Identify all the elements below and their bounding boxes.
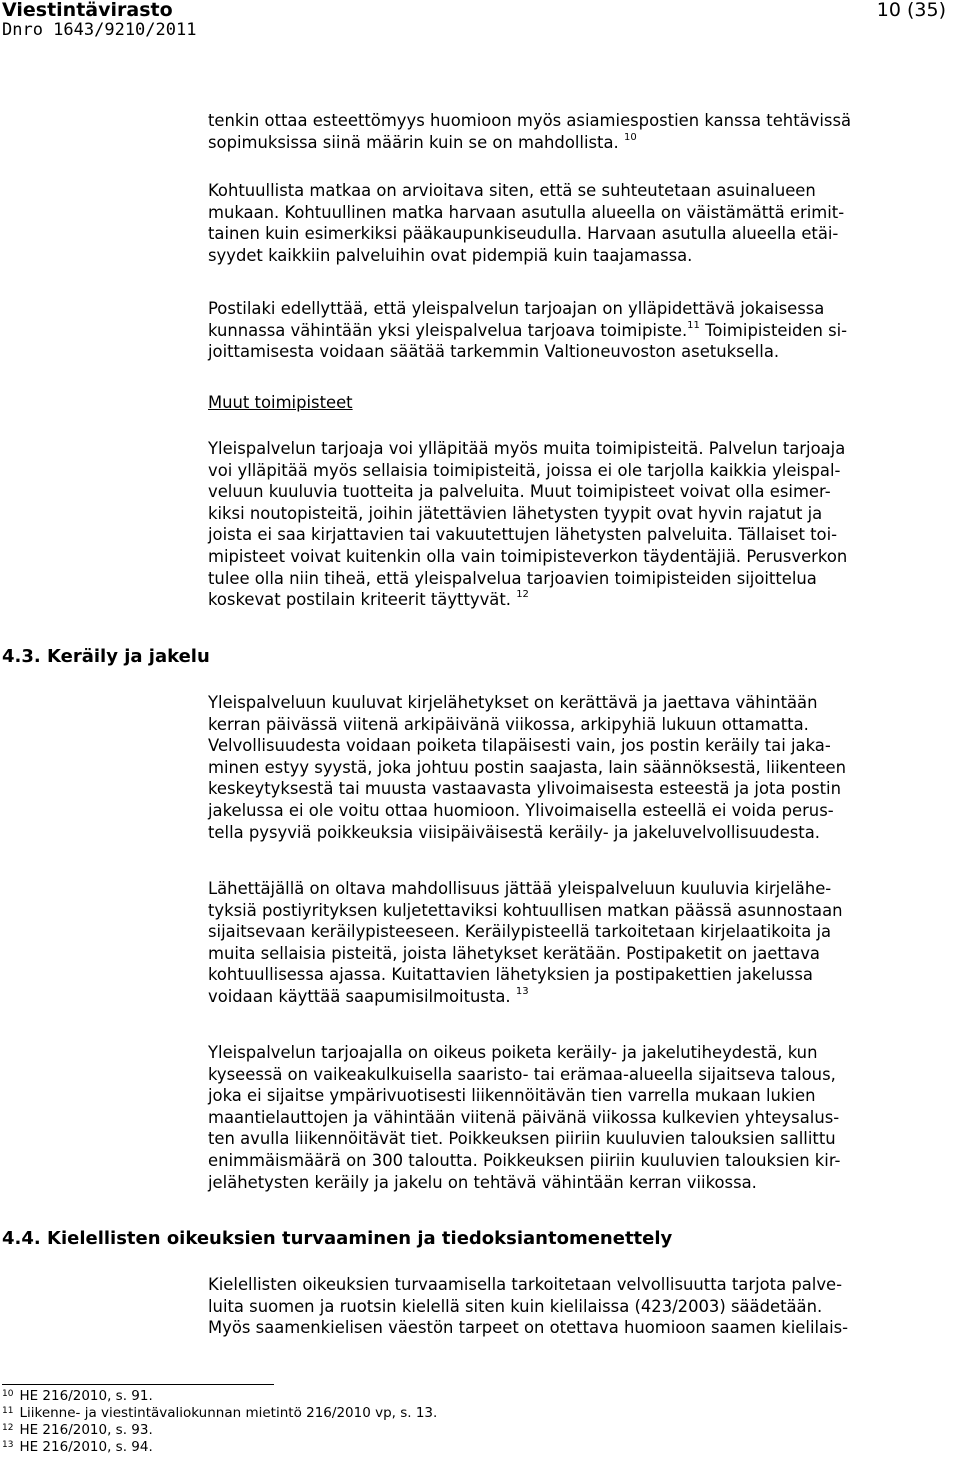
text-line: jelähetysten keräily ja jakelu on tehtävä vähintään kerran viikossa. <box>208 1172 757 1192</box>
text-line: kohtuullisessa ajassa. Kuitattavien lähetyksien ja postipakettien jakelussa <box>208 965 813 985</box>
footnote-item <box>2 1405 437 1422</box>
text-line: tyksiä postiyrityksen kuljetettaviksi kohtuullisen matkan päässä asunnostaan <box>208 900 843 920</box>
text-line: tulee olla niin tiheä, että yleispalvelua tarjoavien toimipisteiden sijoittelua <box>208 568 817 588</box>
text-line: Postilaki edellyttää, että yleispalvelun tarjoajan on ylläpidettävä jokaisessa <box>208 299 825 318</box>
text-line: voidaan käyttää saapumisilmoitusta. <box>208 986 511 1006</box>
text-line: veluun kuuluvia tuotteita ja palveluita. Muut toimipisteet voivat olla esimer- <box>208 482 831 502</box>
text-line: voi ylläpitää myös sellaisia toimipisteitä, joissa ei ole tarjolla kaikkia yleispal- <box>208 460 841 480</box>
text-line: muita sellaisia pisteitä, joista lähetykset kerätään. Postipaketit on jaettava <box>208 943 820 963</box>
text-line: enimmäismäärä on 300 taloutta. Poikkeuksen piiriin kuuluvien talouksien kir- <box>208 1150 841 1170</box>
text-line: kerran päivässä viitenä arkipäivänä viikossa, arkipyhiä lukuun ottamatta. <box>208 714 809 734</box>
subheading-other-offices: Muut toimipisteet <box>208 393 353 412</box>
text-line: syydet kaikkiin palveluihin ovat pidempiä kuin taajamassa. <box>208 245 693 265</box>
paragraph-reasonable-distance <box>208 180 960 266</box>
text-line: koskevat postilain kriteerit täyttyvät. <box>208 590 511 610</box>
paragraph-accessibility <box>208 110 960 153</box>
text-line: mipisteet voivat kuitenkin olla vain toimipisteverkon täydentäjiä. Perusverkon <box>208 546 848 566</box>
paragraph-linguistic-rights <box>208 1274 960 1339</box>
text-line: keskeytyksestä tai muusta vastaavasta ylivoimaisesta esteestä ja jota postin <box>208 779 841 799</box>
footnote-ref: 13 <box>515 985 529 997</box>
footnote-ref: 12 <box>516 589 529 601</box>
text-line: Myös saamenkielisen väestön tarpeet on otettava huomioon saamen kielilais- <box>208 1318 849 1338</box>
text-line: kyseessä on vaikeakulkuisella saaristo- tai erämaa-alueella sijaitseva talous, <box>208 1064 836 1084</box>
text-line: Yleispalvelun tarjoaja voi ylläpitää myös muita toimipisteitä. Palvelun tarjoaja <box>208 439 846 458</box>
footnote-number: 12 <box>2 1423 14 1433</box>
header-page-number: 10 (35) <box>876 0 946 21</box>
text-line: ten avulla liikennöitävät tiet. Poikkeuksen piiriin kuuluvien talouksien sallittu <box>208 1129 836 1149</box>
paragraph-exception-frequency <box>208 1042 960 1193</box>
footnote-text: HE 216/2010, s. 94. <box>19 1439 153 1455</box>
text-line: sijaitsevaan keräilypisteeseen. Keräilypisteellä tarkoitetaan kirjelaatikoita ja <box>208 922 832 942</box>
paragraph-postal-law <box>208 298 960 363</box>
section-heading-4-4: 4.4. Kielellisten oikeuksien turvaaminen ja tiedoksiantomenettely <box>2 1228 673 1249</box>
footnote-number: 10 <box>2 1389 14 1399</box>
text-line: Velvollisuudesta voidaan poiketa tilapäisesti vain, jos postin keräily tai jaka- <box>208 736 831 756</box>
text-line: mukaan. Kohtuullinen matka harvaan asutulla alueella on väistämättä erimit- <box>208 202 845 222</box>
text-line: sopimuksissa siinä määrin kuin se on mahdollista. <box>208 132 619 152</box>
footnote-number: 13 <box>2 1440 14 1450</box>
text-line: kunnassa vähintään yksi yleispalvelua tarjoava toimipiste. <box>208 320 688 340</box>
text-line: Kohtuullista matkaa on arvioitava siten, että se suhteutetaan asuinalueen <box>208 181 816 200</box>
text-line: joista ei saa kirjattavien tai vakuutettujen lähetysten palveluita. Tällaiset toi- <box>208 525 838 545</box>
text-line: minen estyy syystä, joka johtuu postin saajasta, lain säännöksestä, liikenteen <box>208 757 847 777</box>
text-line: luita suomen ja ruotsin kielellä siten kuin kielilaissa (423/2003) säädetään. <box>208 1296 823 1316</box>
footnote-divider <box>2 1384 274 1385</box>
paragraph-collection-delivery <box>208 692 960 843</box>
text-line: Yleispalveluun kuuluvat kirjelähetykset on kerättävä ja jaettava vähintään <box>208 693 818 712</box>
footnote-item <box>2 1422 153 1439</box>
header-organization: Viestintävirasto <box>2 0 173 21</box>
footnote-item <box>2 1388 153 1405</box>
footnote-number: 11 <box>2 1406 14 1416</box>
footnote-text: HE 216/2010, s. 93. <box>19 1422 153 1438</box>
text-line: Lähettäjällä on oltava mahdollisuus jättää yleispalveluun kuuluvia kirjelähe- <box>208 879 832 898</box>
text-line: tenkin ottaa esteettömyys huomioon myös asiamiespostien kanssa tehtävissä <box>208 111 852 130</box>
text-line: joka ei sijaitse ympärivuotisesti liikennöitävän tien varrella mukaan lukien <box>208 1086 816 1106</box>
text-line: Kielellisten oikeuksien turvaamisella tarkoitetaan velvollisuutta tarjota palve- <box>208 1275 843 1294</box>
text-line: tella pysyviä poikkeuksia viisipäiväisestä keräily- ja jakeluvelvollisuudesta. <box>208 822 820 842</box>
footnote-text: Liikenne- ja viestintävaliokunnan mietintö 216/2010 vp, s. 13. <box>19 1405 438 1421</box>
text-line: tainen kuin esimerkiksi pääkaupunkiseudulla. Harvaan asutulla alueella etäi- <box>208 224 839 244</box>
text-line: Yleispalvelun tarjoajalla on oikeus poiketa keräily- ja jakelutiheydestä, kun <box>208 1043 818 1062</box>
paragraph-sender-collection-point <box>208 878 960 1008</box>
text-line: Toimipisteiden si- <box>699 320 848 340</box>
footnote-ref: 10 <box>623 131 637 143</box>
text-line: jakelussa ei ole voitu ottaa huomioon. Ylivoimaisella esteellä ei voida perus- <box>208 800 834 820</box>
footnote-item <box>2 1439 153 1456</box>
section-heading-4-3: 4.3. Keräily ja jakelu <box>2 646 210 667</box>
text-line: maantielauttojen ja vähintään viitenä päivänä viikossa kulkevien yhteysalus- <box>208 1107 840 1127</box>
text-line: joittamisesta voidaan säätää tarkemmin Valtioneuvoston asetuksella. <box>208 342 780 362</box>
footnote-text: HE 216/2010, s. 91. <box>19 1388 153 1404</box>
text-line: kiksi noutopisteitä, joihin jätettävien lähetysten tyypit ovat hyvin rajatut ja <box>208 503 823 523</box>
paragraph-other-offices <box>208 438 960 611</box>
header-document-number: Dnro 1643/9210/2011 <box>2 20 197 40</box>
footnote-ref: 11 <box>687 319 700 331</box>
